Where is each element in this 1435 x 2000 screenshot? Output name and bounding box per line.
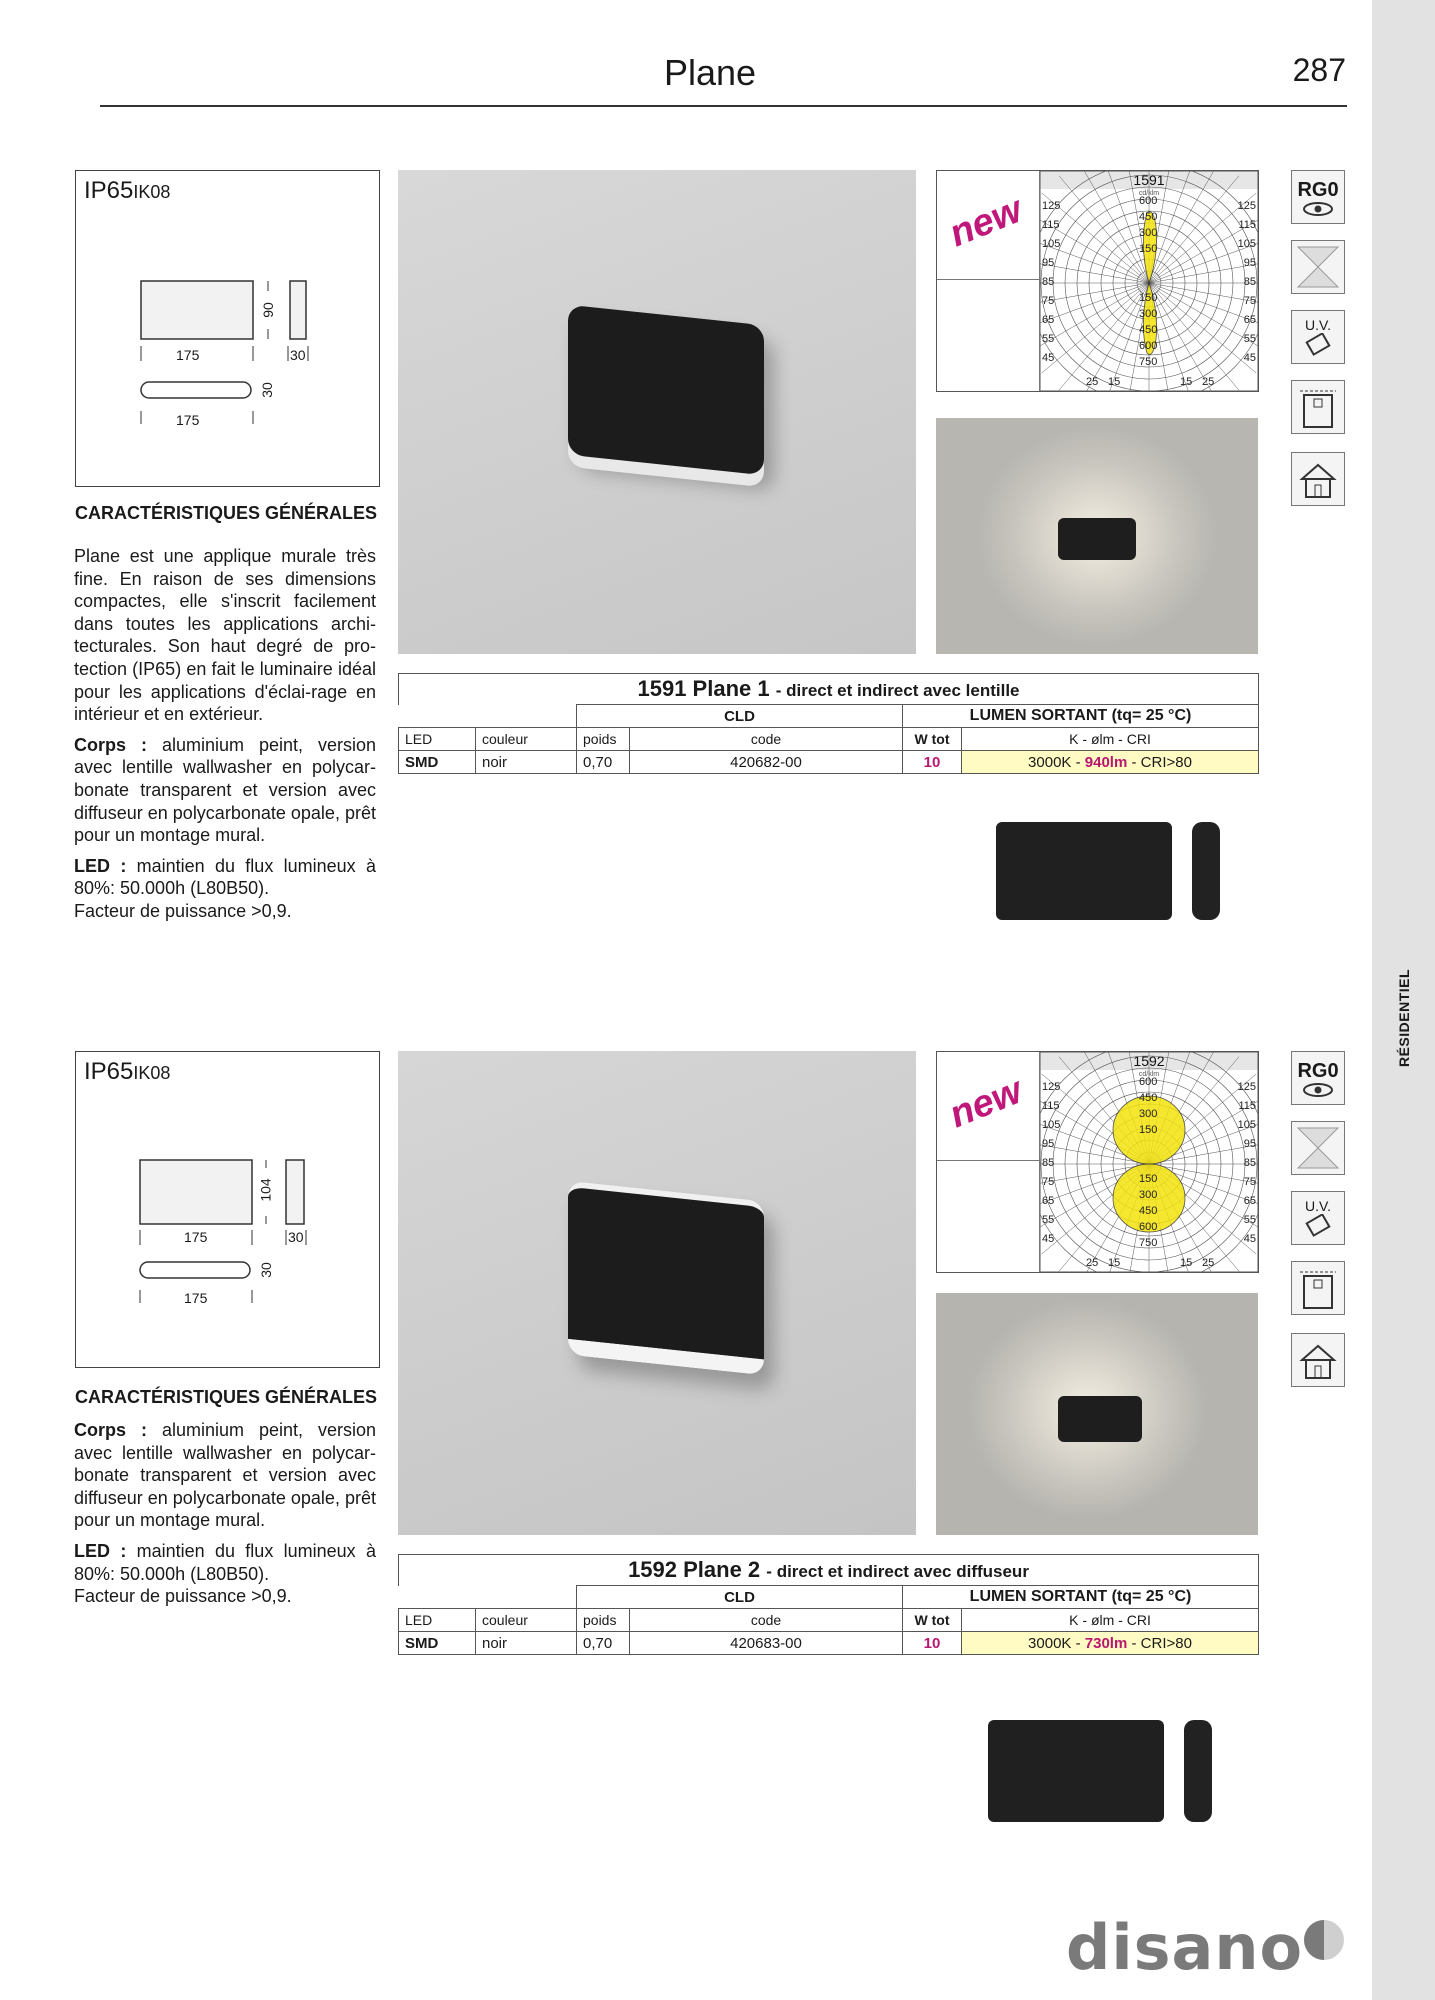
corps-paragraph: [74, 734, 376, 847]
polar-radial-label: 450: [1139, 324, 1158, 336]
spec-table: [398, 673, 1259, 774]
led-text: maintien du flux lumineux à 80%: 50.000h (L80B50).: [74, 855, 376, 899]
product-subtitle: direct et indirect avec diffuseur: [776, 1562, 1029, 1581]
polar-radial-label: 450: [1139, 1205, 1158, 1217]
lamp-body: [568, 305, 764, 476]
dim-height: 104: [257, 1178, 274, 1202]
polar-angle-label: 45: [1042, 352, 1055, 364]
polar-radial-label: 750: [1139, 1237, 1158, 1249]
class-ii-icon: [1291, 240, 1345, 294]
polar-angle-label: 85: [1243, 276, 1256, 288]
product-photo: [398, 1051, 916, 1535]
cell-led: SMD: [399, 751, 476, 774]
lamp-body: [1058, 518, 1136, 560]
cell-lumen: 3000K - 730lm - CRI>80: [962, 1632, 1259, 1655]
header-rule: [100, 105, 1347, 107]
table-title: 1591 Plane 1 - direct et indirect avec lentille: [399, 674, 1259, 705]
product-description: [74, 545, 376, 923]
polar-angle-label: 65: [1042, 1195, 1055, 1207]
hourglass-icon: [1296, 245, 1340, 289]
table-row: [399, 1632, 1259, 1655]
cell-led: SMD: [399, 1632, 476, 1655]
polar-angle-label: 125: [1237, 200, 1256, 212]
dim-width: 175: [184, 1229, 208, 1245]
polar-unit: cd/klm: [1138, 190, 1160, 197]
polar-id: 1592: [1133, 1053, 1165, 1069]
product-cutout: [996, 822, 1172, 920]
polar-angle-label: 65: [1243, 314, 1256, 326]
header-code: code: [630, 1609, 903, 1632]
corps-label: Corps :: [74, 734, 147, 755]
product-cutout: [988, 1720, 1164, 1822]
cell-cri: CRI>80: [1140, 753, 1192, 771]
cell-k: 3000K: [1028, 1634, 1072, 1652]
header-couleur: couleur: [476, 728, 577, 751]
intro-text: Plane est une applique murale très fine. En raison de ses dimensions compactes, elle s'inscrit facilement dans toutes les applications archi-tecturales. Son haut degré de pro-tection (IP65) en fait le luminaire idéal pour les applications d'éclai-rage en intérieur et en extérieur.: [74, 546, 376, 725]
blank-cell: [399, 1586, 577, 1609]
dim-bottom-width: 175: [176, 412, 200, 428]
dimension-drawing: [76, 171, 379, 486]
dim-bottom-depth: 30: [258, 382, 275, 398]
polar-angle-label: 55: [1243, 1214, 1256, 1226]
logo-text: disano: [1066, 1911, 1304, 1984]
polar-angle-label: 55: [1042, 1214, 1055, 1226]
polar-angle-label: 65: [1042, 314, 1055, 326]
cell-lumen: 3000K - 940lm - CRI>80: [962, 751, 1259, 774]
group-lumen: LUMEN SORTANT (tq= 25 °C): [903, 705, 1259, 728]
polar-angle-label: 115: [1238, 1100, 1256, 1112]
led-label: LED :: [74, 1540, 127, 1561]
new-badge: new: [943, 1069, 1028, 1137]
dimension-drawing: [76, 1052, 379, 1367]
header-poids: poids: [577, 728, 630, 751]
dim-bottom-width: 175: [184, 1290, 208, 1306]
cell-k: 3000K: [1028, 753, 1072, 771]
polar-angle-label: 125: [1042, 200, 1061, 212]
group-cld: CLD: [577, 1586, 903, 1609]
cell-w: 10: [903, 751, 962, 774]
new-badge: new: [943, 188, 1028, 256]
corps-label: Corps :: [74, 1420, 147, 1440]
polar-angle-label: 25: [1202, 376, 1215, 388]
polar-angle-label: 115: [1238, 219, 1256, 231]
uv-label: U.V.: [1305, 317, 1331, 333]
power-factor: Facteur de puissance >0,9.: [74, 1586, 292, 1607]
led-paragraph: [74, 855, 376, 900]
header-poids: poids: [577, 1609, 630, 1632]
ambient-photo: [936, 418, 1258, 654]
corps-paragraph: [74, 1419, 376, 1532]
polar-radial-label: 150: [1139, 1124, 1158, 1136]
polar-angle-label: 75: [1042, 1176, 1055, 1188]
polar-angle-label: 85: [1042, 1157, 1055, 1169]
polar-angle-label: 15: [1180, 376, 1193, 388]
polar-radial-label: 150: [1139, 292, 1158, 304]
led-label: LED :: [74, 855, 127, 876]
table-group-row: [399, 1586, 1259, 1609]
polar-angle-label: 95: [1243, 257, 1256, 269]
polar-radial-label: 300: [1139, 1189, 1158, 1201]
polar-angle-label: 95: [1243, 1138, 1256, 1150]
polar-diagram-frame: [936, 1051, 1259, 1273]
blank-cell: [399, 705, 577, 728]
ip-value: IP65: [84, 177, 134, 204]
polar-radial-label: 600: [1139, 1221, 1158, 1233]
polar-radial-label: 300: [1139, 308, 1158, 320]
polar-angle-label: 25: [1086, 376, 1099, 388]
corps-text: aluminium peint, version avec lentille wallwasher en polycar-bonate transparent et version avec diffuseur en polycarbonate opale, prêt pour un montage mural.: [74, 734, 377, 846]
rg0-icon: [1291, 170, 1345, 224]
polar-radial-label: 600: [1139, 340, 1158, 352]
polar-diagram-frame: [936, 170, 1259, 392]
residential-icon: [1296, 457, 1340, 501]
ik-value: IK08: [133, 1063, 171, 1083]
house-icon: [1291, 452, 1345, 506]
polar-unit: cd/klm: [1138, 1071, 1160, 1078]
polar-chart: [1040, 1052, 1258, 1272]
table-group-row: [399, 705, 1259, 728]
product-description: [74, 1419, 376, 1608]
polar-angle-label: 95: [1042, 1138, 1055, 1150]
dimension-box: [75, 170, 380, 487]
polar-angle-label: 45: [1042, 1233, 1055, 1245]
eye-icon: [1303, 202, 1333, 216]
polar-angle-label: 85: [1243, 1157, 1256, 1169]
polar-angle-label: 75: [1243, 1176, 1256, 1188]
polar-angle-label: 105: [1237, 238, 1256, 250]
table-title-row: [399, 1555, 1259, 1586]
polar-angle-label: 45: [1243, 352, 1256, 364]
apartment-icon: [1296, 385, 1340, 429]
product-side-view: [1184, 1720, 1212, 1822]
polar-radial-label: 600: [1139, 195, 1158, 207]
polar-chart: [1040, 171, 1258, 391]
header-led: LED: [399, 728, 476, 751]
polar-angle-label: 75: [1243, 295, 1256, 307]
cell-lm: 730lm: [1084, 1634, 1128, 1652]
uv-lamp-icon: [1303, 1214, 1333, 1238]
polar-angle-label: 125: [1237, 1081, 1256, 1093]
class-ii-icon: [1291, 1121, 1345, 1175]
lamp-body: [1058, 1396, 1142, 1442]
polar-angle-label: 15: [1108, 376, 1121, 388]
lamp-body: [568, 1181, 764, 1376]
dimension-box: [75, 1051, 380, 1368]
dim-depth: 30: [288, 1229, 304, 1245]
cell-w: 10: [903, 1632, 962, 1655]
page-title: Plane: [663, 52, 757, 93]
table-title: 1592 Plane 2 - direct et indirect avec diffuseur: [399, 1555, 1259, 1586]
page-number: 287: [1292, 52, 1346, 88]
polar-angle-label: 25: [1202, 1257, 1215, 1269]
polar-radial-label: 150: [1139, 243, 1158, 255]
spec-table: [398, 1554, 1259, 1655]
cell-poids: 0,70: [577, 751, 630, 774]
polar-angle-label: 15: [1108, 1257, 1121, 1269]
polar-angle-label: 115: [1042, 1100, 1060, 1112]
dim-depth: 30: [290, 347, 306, 363]
hourglass-icon: [1296, 1126, 1340, 1170]
header-w: W tot: [903, 728, 962, 751]
polar-angle-label: 125: [1042, 1081, 1061, 1093]
group-lumen: LUMEN SORTANT (tq= 25 °C): [903, 1586, 1259, 1609]
polar-angle-label: 65: [1243, 1195, 1256, 1207]
polar-radial-label: 150: [1139, 1173, 1158, 1185]
divider: [937, 279, 1039, 280]
eye-icon: [1303, 1083, 1333, 1097]
uv-lamp-icon: [1303, 333, 1333, 357]
polar-id: 1591: [1133, 172, 1165, 188]
corps-text: aluminium peint, version avec lentille wallwasher en polycar-bonate transparent et version avec diffuseur en polycarbonate opale, prêt pour un montage mural.: [74, 1420, 377, 1531]
house-icon: [1291, 1333, 1345, 1387]
product-name: 1592 Plane 2: [628, 1557, 761, 1582]
polar-angle-label: 45: [1243, 1233, 1256, 1245]
header-k: K - ølm - CRI: [962, 1609, 1259, 1632]
cell-code: 420682-00: [630, 751, 903, 774]
polar-angle-label: 55: [1042, 333, 1055, 345]
group-cld: CLD: [577, 705, 903, 728]
header-couleur: couleur: [476, 1609, 577, 1632]
cell-lm: 940lm: [1084, 753, 1128, 771]
building-icon: [1291, 1261, 1345, 1315]
uv-label: U.V.: [1305, 1198, 1331, 1214]
polar-angle-label: 15: [1180, 1257, 1193, 1269]
dim-height: 90: [259, 302, 276, 318]
residential-icon: [1296, 1338, 1340, 1382]
cell-couleur: noir: [476, 1632, 577, 1655]
uv-icon: [1291, 310, 1345, 364]
polar-radial-label: 300: [1139, 227, 1158, 239]
polar-angle-label: 75: [1042, 295, 1055, 307]
polar-angle-label: 25: [1086, 1257, 1099, 1269]
cell-poids: 0,70: [577, 1632, 630, 1655]
product-side-view: [1192, 822, 1220, 920]
rg0-icon: [1291, 1051, 1345, 1105]
product-photo: [398, 170, 916, 654]
polar-radial-label: 300: [1139, 1108, 1158, 1120]
polar-angle-label: 105: [1237, 1119, 1256, 1131]
product-name: 1591 Plane 1: [637, 676, 770, 701]
ip-value: IP65: [84, 1058, 134, 1085]
polar-angle-label: 115: [1042, 219, 1060, 231]
table-title-row: [399, 674, 1259, 705]
polar-angle-label: 95: [1042, 257, 1055, 269]
cell-couleur: noir: [476, 751, 577, 774]
header-led: LED: [399, 1609, 476, 1632]
logo-circle-icon: [1302, 1918, 1346, 1962]
cell-cri: CRI>80: [1140, 1634, 1192, 1652]
polar-radial-label: 750: [1139, 356, 1158, 368]
table-header-row: [399, 1609, 1259, 1632]
header-w: W tot: [903, 1609, 962, 1632]
brand-logo: [1066, 1911, 1303, 1984]
polar-angle-label: 85: [1042, 276, 1055, 288]
polar-radial-label: 450: [1139, 1092, 1158, 1104]
led-text: maintien du flux lumineux à 80%: 50.000h (L80B50).: [74, 1540, 376, 1584]
header-k: K - ølm - CRI: [962, 728, 1259, 751]
dim-width: 175: [176, 347, 200, 363]
uv-icon: [1291, 1191, 1345, 1245]
section-title: CARACTÉRISTIQUES GÉNÉRALES: [75, 1387, 378, 1407]
table-row: [399, 751, 1259, 774]
ik-value: IK08: [133, 182, 171, 202]
polar-radial-label: 600: [1139, 1076, 1158, 1088]
sidebar-label: RÉSIDENTIEL: [1396, 968, 1412, 1068]
polar-angle-label: 105: [1042, 238, 1061, 250]
table-header-row: [399, 728, 1259, 751]
building-icon: [1291, 380, 1345, 434]
power-factor: Facteur de puissance >0,9.: [74, 900, 292, 921]
section-title: CARACTÉRISTIQUES GÉNÉRALES: [75, 503, 378, 523]
divider: [937, 1160, 1039, 1161]
polar-angle-label: 105: [1042, 1119, 1061, 1131]
dim-bottom-depth: 30: [257, 1262, 274, 1278]
polar-radial-label: 450: [1139, 211, 1158, 223]
ambient-photo: [936, 1293, 1258, 1535]
product-subtitle: direct et indirect avec lentille: [786, 681, 1020, 700]
apartment-icon: [1296, 1266, 1340, 1310]
header-code: code: [630, 728, 903, 751]
led-paragraph: [74, 1540, 376, 1585]
cell-code: 420683-00: [630, 1632, 903, 1655]
rg0-label: RG0: [1297, 1059, 1339, 1082]
rg0-label: RG0: [1297, 178, 1339, 201]
polar-angle-label: 55: [1243, 333, 1256, 345]
